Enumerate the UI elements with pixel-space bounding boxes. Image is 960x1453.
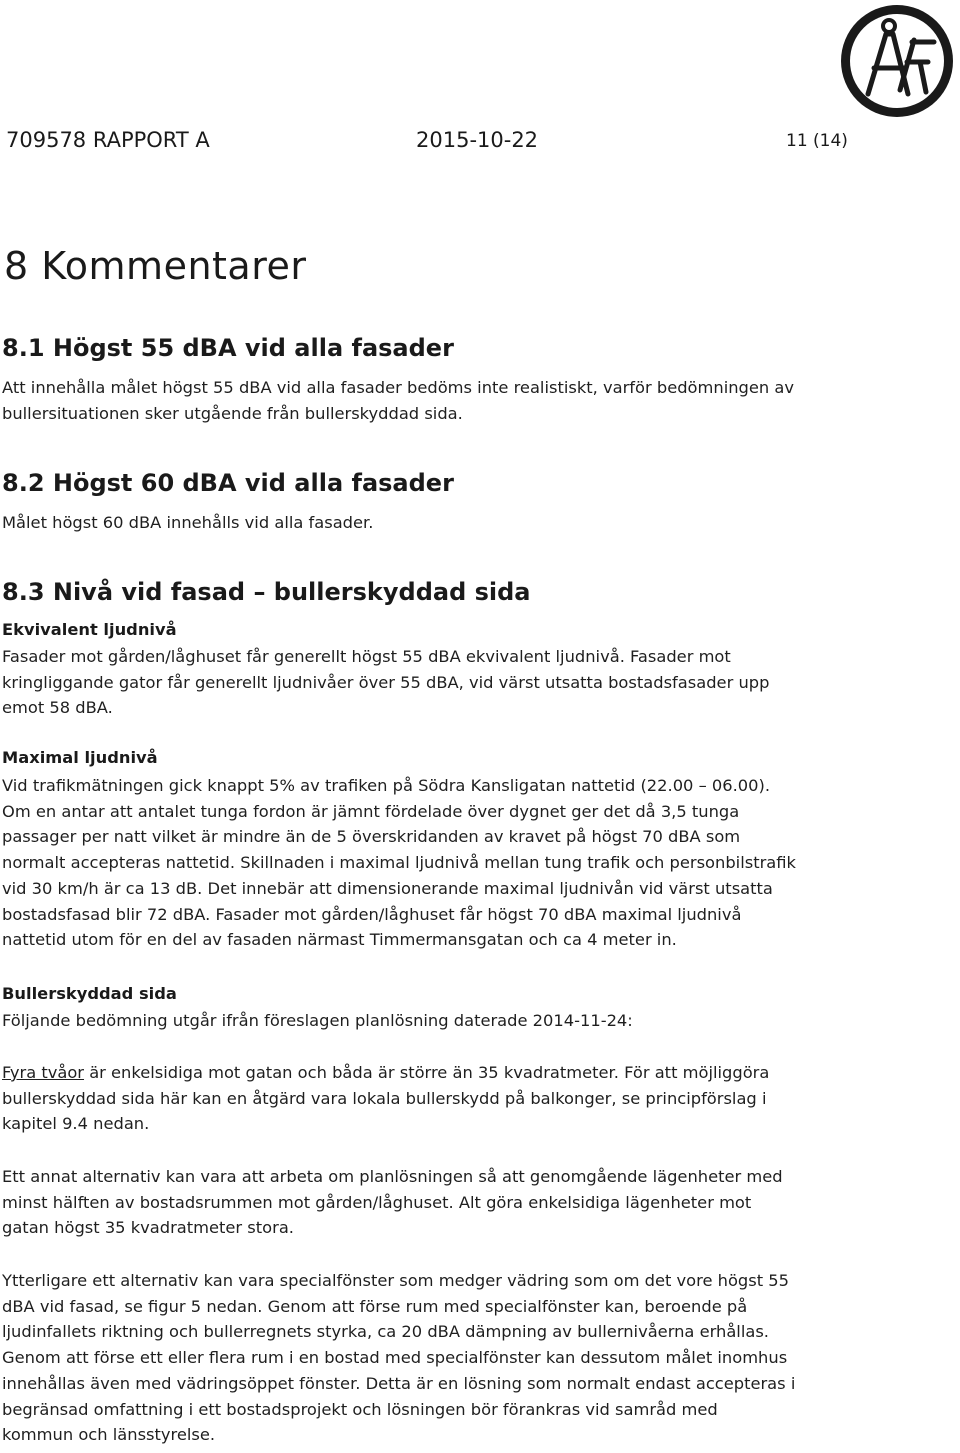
- chapter-title: 8 Kommentarer: [4, 244, 307, 288]
- max-level-heading: Maximal ljudnivå: [2, 748, 158, 767]
- section-8-2-title: 8.2 Högst 60 dBA vid alla fasader: [2, 469, 454, 497]
- section-8-1-title: 8.1 Högst 55 dBA vid alla fasader: [2, 334, 454, 362]
- section-8-3-title: 8.3 Nivå vid fasad – bullerskyddad sida: [2, 578, 531, 606]
- equivalent-level-heading: Ekvivalent ljudnivå: [2, 620, 177, 639]
- alternative-2-text: Ytterligare ett alternativ kan vara specialfönster som medger vädring som om det vore högst 55 dBA vid fasad, se figur 5 nedan. Genom att förse rum med specialfönster kan, beroende på ljudinfallets riktning och bullerregnets styrka, ca 20 dBA dämpning av bullernivåerna erhållas. Genom att förse ett eller flera rum i en bostad med specialfönster kan dessutom målet inomhus innehållas även med vädringsöppet fönster. Detta är en lösning som normalt endast accepteras i begränsad omfattning i ett bostadsprojekt och lösningen bör förankras vid samråd med kommun och länsstyrelse.: [2, 1271, 796, 1445]
- noise-protected-text: Följande bedömning utgår ifrån föreslagen planlösning daterade 2014-11-24:: [2, 1011, 633, 1030]
- section-8-2-text: Målet högst 60 dBA innehålls vid alla fasader.: [2, 513, 374, 532]
- max-level-text: Vid trafikmätningen gick knappt 5% av trafiken på Södra Kansligatan nattetid (22.00 – 06.00). Om en antar att antalet tunga fordon är jämnt fördelade över dygnet ger det då 3,5 tunga passager per natt vilket är mindre än de 5 överskridanden av kravet på högst 70 dBA som normalt accepteras nattetid. Skillnaden i maximal ljudnivå mellan tung trafik och personbilstrafik vid 30 km/h är ca 13 dB. Det innebär att dimensionerande maximal ljudnivån vid värst utsatta bostadsfasad blir 72 dBA. Fasader mot gården/låghuset får högst 70 dBA maximal ljudnivå nattetid utom för en del av fasaden närmast Timmermansgatan och ca 4 meter in.: [2, 776, 796, 950]
- fyra-tvaor-paragraph: [2, 1060, 942, 1137]
- report-date: 2015-10-22: [416, 128, 539, 152]
- noise-protected-heading: Bullerskyddad sida: [2, 984, 177, 1003]
- company-logo-icon: [838, 2, 956, 120]
- section-8-1-text: Att innehålla målet högst 55 dBA vid alla fasader bedöms inte realistiskt, varför bedömningen av bullersituationen sker utgående från bullerskyddad sida.: [2, 378, 794, 423]
- report-id: 709578 RAPPORT A: [6, 128, 210, 152]
- alternative-1-text: Ett annat alternativ kan vara att arbeta om planlösningen så att genomgående lägenheter med minst hälften av bostadsrummen mot gården/låghuset. Alt göra enkelsidiga lägenheter mot gatan högst 35 kvadratmeter stora.: [2, 1167, 783, 1238]
- fyra-tvaor-underlined: Fyra tvåor: [2, 1063, 85, 1082]
- equivalent-level-text: Fasader mot gården/låghuset får generellt högst 55 dBA ekvivalent ljudnivå. Fasader mot kringliggande gator får generellt ljudnivåer över 55 dBA, vid värst utsatta bostadsfasader upp emot 58 dBA.: [2, 647, 770, 718]
- page-number: 11 (14): [786, 131, 848, 151]
- fyra-tvaor-text: är enkelsidiga mot gatan och båda är större än 35 kvadratmeter. För att möjliggöra bullerskyddad sida här kan en åtgärd vara lokala bullerskydd på balkonger, se principförslag i kapitel 9.4 nedan.: [2, 1063, 770, 1134]
